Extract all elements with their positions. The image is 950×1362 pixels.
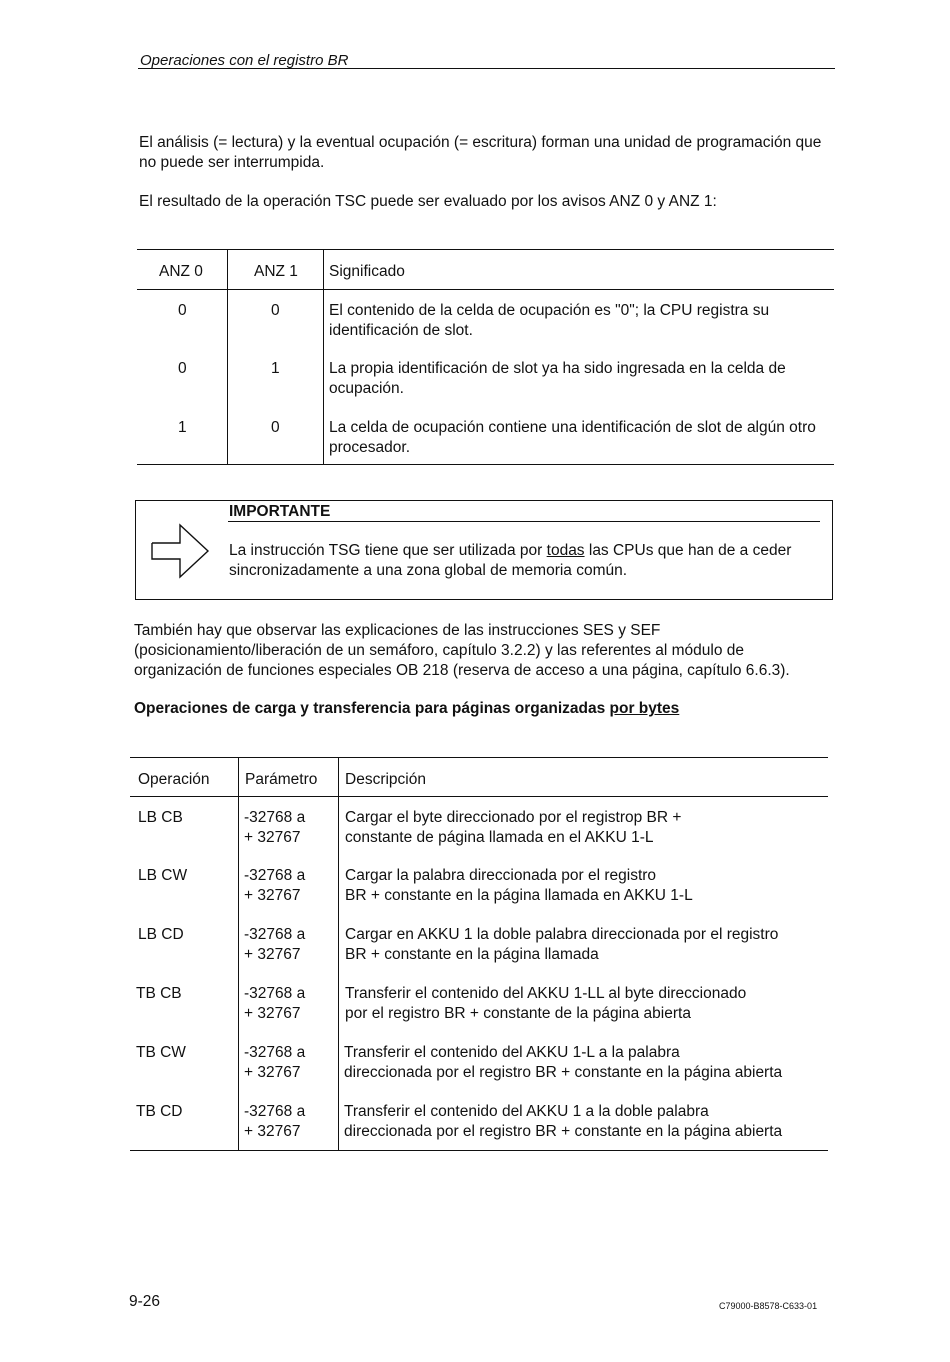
cell-operation: LB CD: [138, 926, 184, 943]
column-header-operacion: Operación: [138, 771, 210, 788]
column-divider: [338, 758, 339, 1150]
cell-param: + 32767: [244, 1123, 301, 1140]
cell-anz0: 1: [178, 419, 187, 436]
section-heading-emphasis: por bytes: [609, 700, 680, 717]
cell-param: -32768 a: [244, 809, 306, 826]
column-header-anz1: ANZ 1: [254, 263, 298, 280]
intro-paragraph-1: El análisis (= lectura) y la eventual ocupación (= escritura) forman una unidad de programación que no puede ser interrumpida.: [139, 134, 822, 171]
table-header-rule: [137, 289, 834, 290]
arrow-right-icon: [150, 523, 212, 579]
cell-param: -32768 a: [244, 1103, 306, 1120]
page-number: 9-26: [129, 1293, 161, 1310]
cell-operation: LB CB: [138, 809, 183, 826]
cell-anz0: 0: [178, 360, 187, 377]
section-heading: [134, 699, 834, 719]
cell-meaning: La propia identificación de slot ya ha sido ingresada en la celda de ocupación.: [329, 360, 786, 397]
cell-operation: TB CB: [136, 985, 182, 1002]
cell-description: BR + constante en la página llamada en AKKU 1-L: [345, 887, 693, 904]
anz-table: [137, 249, 834, 465]
important-title: IMPORTANTE: [229, 503, 331, 520]
cell-description: Cargar el byte direccionado por el registrop BR +: [345, 809, 682, 826]
column-divider: [227, 250, 228, 464]
cell-param: + 32767: [244, 1064, 301, 1081]
column-divider: [238, 758, 239, 1150]
important-text: [229, 541, 809, 581]
cell-param: -32768 a: [244, 985, 306, 1002]
cell-param: + 32767: [244, 946, 301, 963]
cell-description: constante de página llamada en el AKKU 1-L: [345, 829, 654, 846]
cell-param: -32768 a: [244, 1044, 306, 1061]
column-header-significado: Significado: [329, 263, 405, 280]
cell-meaning: La celda de ocupación contiene una identificación de slot de algún otro procesador.: [329, 419, 816, 456]
cell-param: + 32767: [244, 829, 301, 846]
important-text-emphasis: todas: [546, 542, 585, 559]
note-paragraph: También hay que observar las explicaciones de las instrucciones SES y SEF (posicionamiento/liberación de un semáforo, capítulo 3.2.2) y las referentes al módulo de organización de funciones especiales OB 218 (reserva de acceso a una página, capítulo 6.6.3).: [134, 622, 790, 679]
important-text-part: La instrucción TSG tiene que ser utilizada por: [229, 542, 547, 559]
cell-param: -32768 a: [244, 867, 306, 884]
cell-operation: TB CD: [136, 1103, 183, 1120]
cell-description: Cargar la palabra direccionada por el registro: [345, 867, 657, 884]
column-header-anz0: ANZ 0: [159, 263, 203, 280]
cell-anz1: 1: [271, 360, 280, 377]
cell-description: Transferir el contenido del AKKU 1-LL al byte direccionado: [345, 985, 747, 1002]
cell-meaning: El contenido de la celda de ocupación es "0"; la CPU registra su identificación de slot.: [329, 302, 770, 339]
cell-operation: LB CW: [138, 867, 188, 884]
cell-description: direccionada por el registro BR + constante en la página abierta: [344, 1064, 783, 1081]
column-divider: [323, 250, 324, 464]
cell-description: por el registro BR + constante de la página abierta: [345, 1005, 691, 1022]
important-notice: [135, 500, 833, 600]
header-rule: [138, 68, 835, 69]
cell-description: Cargar en AKKU 1 la doble palabra direccionada por el registro: [345, 926, 779, 943]
cell-description: Transferir el contenido del AKKU 1-L a la palabra: [344, 1044, 680, 1061]
intro-paragraph-2: El resultado de la operación TSC puede ser evaluado por los avisos ANZ 0 y ANZ 1:: [139, 193, 717, 210]
cell-param: + 32767: [244, 1005, 301, 1022]
running-header: Operaciones con el registro BR: [140, 52, 349, 69]
section-heading-part: Operaciones de carga y transferencia para páginas organizadas: [134, 700, 610, 717]
column-header-parametro: Parámetro: [245, 771, 318, 788]
operations-table: [130, 757, 828, 1151]
cell-anz1: 0: [271, 419, 280, 436]
cell-anz0: 0: [178, 302, 187, 319]
cell-operation: TB CW: [136, 1044, 186, 1061]
cell-description: direccionada por el registro BR + constante en la página abierta: [344, 1123, 783, 1140]
cell-description: Transferir el contenido del AKKU 1 a la doble palabra: [344, 1103, 709, 1120]
table-header-rule: [130, 796, 828, 797]
cell-param: + 32767: [244, 887, 301, 904]
cell-anz1: 0: [271, 302, 280, 319]
cell-description: BR + constante en la página llamada: [345, 946, 599, 963]
important-title-rule: [228, 521, 820, 522]
document-code: C79000-B8578-C633-01: [719, 1301, 818, 1311]
column-header-descripcion: Descripción: [345, 771, 426, 788]
important-text-part: las CPUs que han de a ceder sincronizadamente a una zona global de memoria común.: [229, 542, 792, 579]
cell-param: -32768 a: [244, 926, 306, 943]
